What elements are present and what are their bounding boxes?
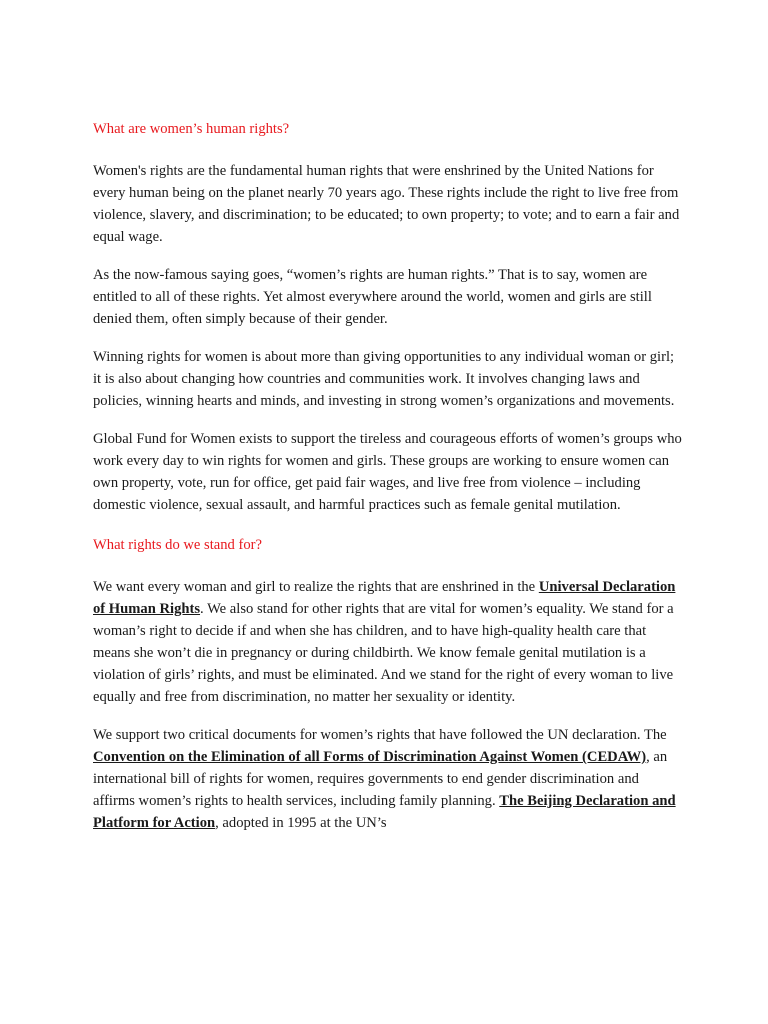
- udhr-link[interactable]: Universal Declaration of Human Rights: [93, 579, 676, 617]
- paragraph-documents-middle: , an international bill of rights for women, requires governments to end gender discrimination and affirms women’s rights to health services, including family planning.: [93, 749, 668, 809]
- paragraph-winning-rights: Winning rights for women is about more than giving opportunities to any individual woman or girl; it is also about changing how countries and communities work. It involves changing laws and policies, winning hearts and minds, and investing in strong women’s organizations and movements.: [93, 349, 675, 409]
- document-page: [93, 118, 683, 834]
- paragraph-documents-rest: , adopted in 1995 at the UN’s: [215, 815, 387, 831]
- paragraph-udhr: [93, 576, 683, 708]
- paragraph-global-fund: Global Fund for Women exists to support the tireless and courageous efforts of women’s groups who work every day to win rights for women and girls. These groups are working to ensure women can own property, vote, run for office, get paid fair wages, and live free from violence – including domestic violence, sexual assault, and harmful practices such as female genital mutilation.: [93, 431, 682, 513]
- paragraph-critical-documents: [93, 724, 683, 834]
- paragraph-famous-saying: As the now-famous saying goes, “women’s rights are human rights.” That is to say, women are entitled to all of these rights. Yet almost everywhere around the world, women and girls are still denied them, often simply because of their gender.: [93, 267, 652, 327]
- cedaw-link[interactable]: Convention on the Elimination of all Forms of Discrimination Against Women (CEDAW): [93, 749, 647, 765]
- section-heading-womens-human-rights: What are women’s human rights?: [93, 121, 290, 137]
- paragraph-definition: Women's rights are the fundamental human rights that were enshrined by the United Nations for every human being on the planet nearly 70 years ago. These rights include the right to live free from violence, slavery, and discrimination; to be educated; to own property; to vote; and to earn a fair and equal wage.: [93, 163, 680, 245]
- beijing-declaration-link[interactable]: The Beijing Declaration and Platform for Action: [93, 793, 676, 831]
- paragraph-udhr-rest: . We also stand for other rights that are vital for women’s equality. We stand for a woman’s right to decide if and when she has children, and to have high-quality health care that means she won’t die in pregnancy or during childbirth. We know female genital mutilation is a violation of girls’ rights, and must be eliminated. And we stand for the right of every woman to live equally and free from discrimination, no matter her sexuality or identity.: [93, 601, 674, 705]
- section-heading-rights-we-stand-for: What rights do we stand for?: [93, 537, 262, 553]
- paragraph-documents-intro: We support two critical documents for women’s rights that have followed the UN declaration. The: [93, 727, 667, 743]
- paragraph-udhr-intro: We want every woman and girl to realize the rights that are enshrined in the: [93, 579, 539, 595]
